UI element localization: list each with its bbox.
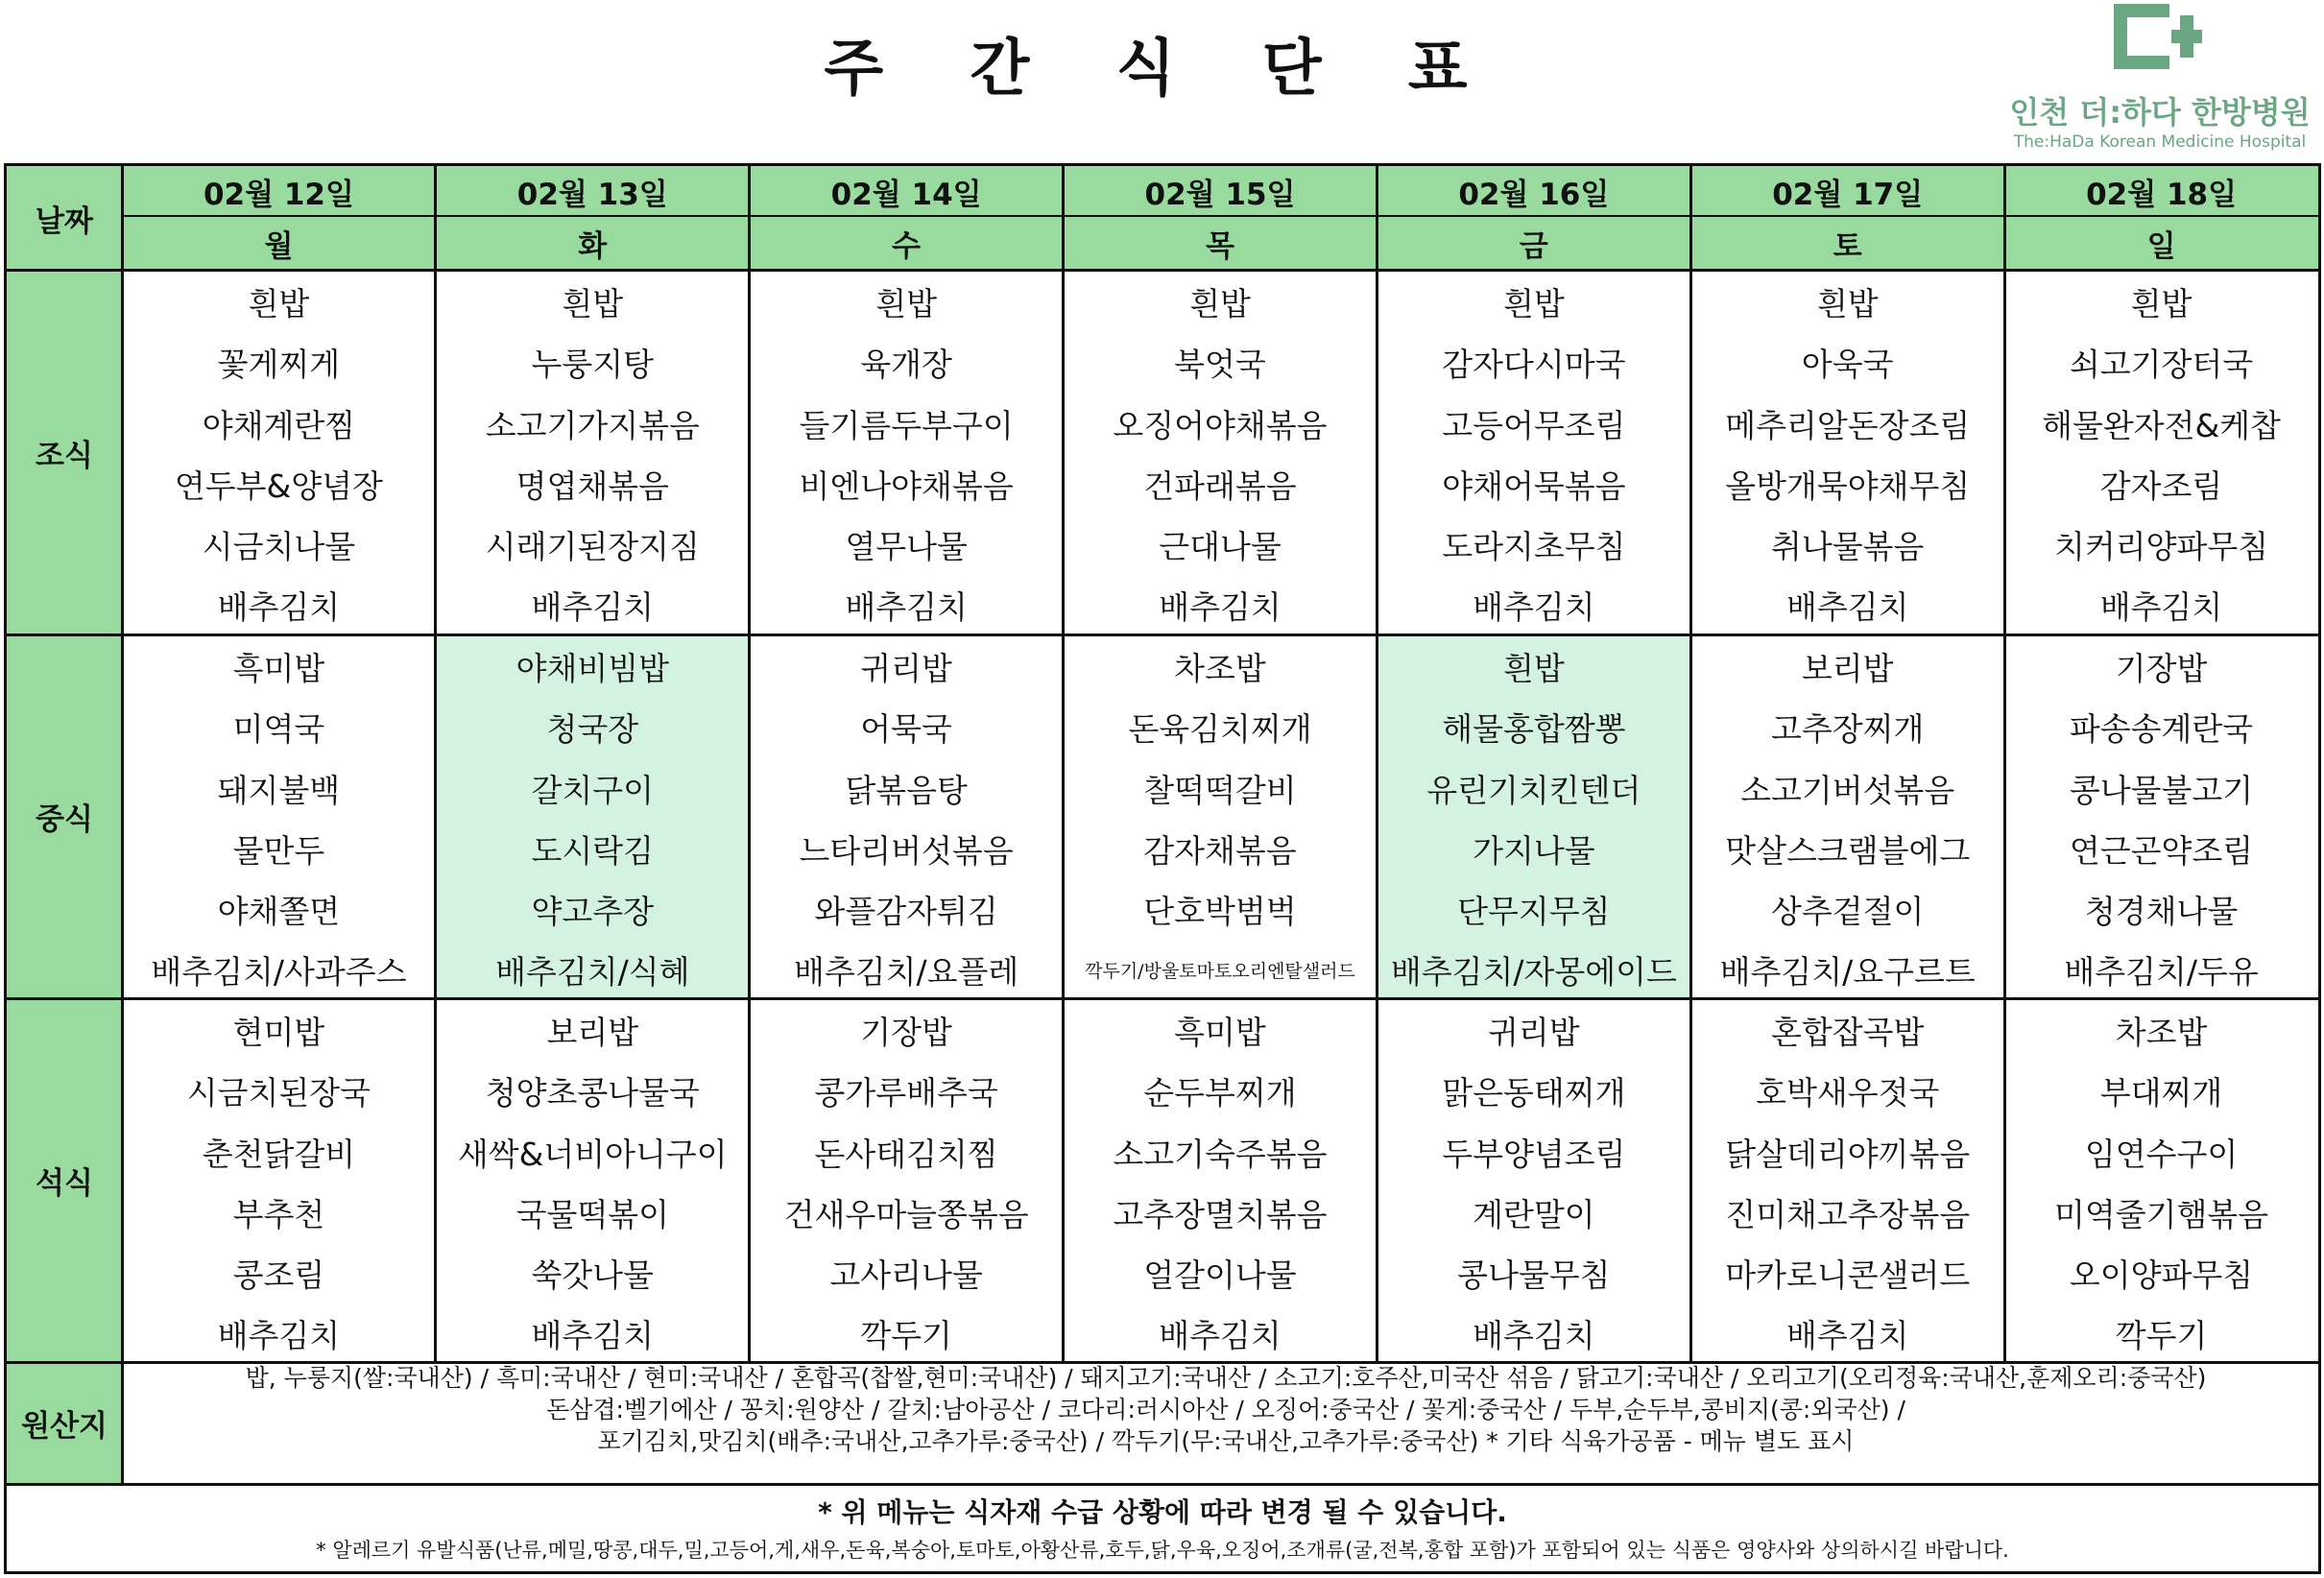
dish-item: 얼갈이나물 bbox=[1143, 1256, 1297, 1295]
dish-item: 배추김치/두유 bbox=[2064, 953, 2259, 992]
menu-cell bbox=[1690, 270, 2004, 634]
dish-item: 콩나물무침 bbox=[1457, 1256, 1611, 1295]
dish-item: 소고기버섯볶음 bbox=[1740, 771, 1955, 809]
dish-item: 꽃게찌게 bbox=[217, 346, 341, 384]
dish-item: 춘천닭갈비 bbox=[202, 1135, 356, 1173]
dish-item: 고사리나물 bbox=[829, 1256, 983, 1295]
dish-item: 청양초콩나물국 bbox=[485, 1074, 700, 1112]
dish-item: 귀리밥 bbox=[860, 650, 952, 687]
meal-label-0: 조식 bbox=[7, 270, 122, 634]
date-header-6: 02월 18일 bbox=[2004, 166, 2318, 216]
dish-item: 차조밥 bbox=[2115, 1014, 2208, 1051]
dish-item: 순두부찌개 bbox=[1143, 1074, 1297, 1112]
menu-change-notice: * 위 메뉴는 식자재 수급 상황에 따라 변경 될 수 있습니다. bbox=[818, 1496, 1507, 1528]
grid-line bbox=[1376, 166, 1378, 1362]
dish-item: 흰밥 bbox=[562, 285, 624, 323]
dish-item: 귀리밥 bbox=[1488, 1014, 1580, 1051]
dish-item: 두부양념조림 bbox=[1442, 1135, 1626, 1173]
dish-item: 국물떡볶이 bbox=[515, 1195, 669, 1233]
dish-item: 와플감자튀김 bbox=[814, 893, 998, 931]
dish-item: 배추김치 bbox=[1473, 1317, 1595, 1355]
dish-item: 느타리버섯볶음 bbox=[799, 831, 1014, 870]
dish-item: 물만두 bbox=[232, 831, 325, 870]
dish-item: 차조밥 bbox=[1174, 650, 1266, 687]
dish-item: 야채비빔밥 bbox=[515, 650, 669, 687]
weekday-header-1: 화 bbox=[436, 216, 750, 270]
dish-item: 배추김치 bbox=[217, 588, 341, 627]
dish-item: 계란말이 bbox=[1473, 1195, 1595, 1233]
dish-item: 감자조림 bbox=[2099, 466, 2223, 505]
dish-item: 닭볶음탕 bbox=[845, 771, 968, 809]
menu-cell bbox=[1064, 998, 1378, 1362]
grid-line bbox=[7, 1483, 2318, 1486]
grid-line bbox=[7, 269, 2318, 272]
dish-item: 시래기된장지짐 bbox=[485, 528, 700, 566]
dish-item: 쑥갓나물 bbox=[531, 1256, 655, 1295]
menu-cell bbox=[122, 634, 436, 998]
hospital-english-name: The:HaDa Korean Medicine Hospital bbox=[2013, 132, 2307, 152]
menu-cell bbox=[122, 998, 436, 1362]
menu-cell bbox=[1377, 270, 1690, 634]
dish-item: 누룽지탕 bbox=[531, 346, 655, 384]
menu-cell bbox=[750, 998, 1064, 1362]
dish-item: 연두부&양념장 bbox=[174, 466, 383, 505]
meal-label-2: 석식 bbox=[7, 998, 122, 1362]
hospital-logo-mark bbox=[2114, 4, 2202, 69]
dish-item: 미역줄기햄볶음 bbox=[2053, 1195, 2269, 1233]
dish-item: 흑미밥 bbox=[232, 650, 325, 687]
dish-item: 배추김치 bbox=[1159, 1317, 1282, 1355]
dish-item: 흰밥 bbox=[1502, 650, 1565, 687]
dish-item: 육개장 bbox=[860, 346, 952, 384]
dish-item: 흰밥 bbox=[1502, 285, 1565, 323]
dish-item: 연근곤약조림 bbox=[2069, 831, 2254, 870]
dish-item: 유린기치킨텐더 bbox=[1426, 771, 1641, 809]
dish-item: 보리밥 bbox=[1801, 650, 1894, 687]
dish-item: 현미밥 bbox=[232, 1014, 325, 1051]
dish-item: 배추김치 bbox=[531, 1317, 655, 1355]
weekday-header-6: 일 bbox=[2004, 216, 2318, 270]
dish-item: 어묵국 bbox=[860, 710, 952, 749]
dish-item: 부대찌개 bbox=[2099, 1074, 2223, 1112]
dish-item: 고추장멸치볶음 bbox=[1113, 1195, 1328, 1233]
menu-cell bbox=[1690, 634, 2004, 998]
weekday-header-4: 금 bbox=[1377, 216, 1690, 270]
dish-item: 배추김치 bbox=[1785, 1317, 1909, 1355]
menu-cell bbox=[436, 998, 750, 1362]
menu-cell bbox=[1690, 998, 2004, 1362]
dish-item: 콩조림 bbox=[232, 1256, 325, 1295]
dish-item: 야채계란찜 bbox=[202, 406, 356, 444]
weekday-header-0: 월 bbox=[122, 216, 436, 270]
grid-line bbox=[1689, 166, 1692, 1362]
dish-item: 소고기가지볶음 bbox=[485, 406, 700, 444]
dish-item: 배추김치/자몽에이드 bbox=[1390, 953, 1677, 992]
grid-line bbox=[434, 166, 437, 1362]
dish-item: 부추천 bbox=[232, 1195, 325, 1233]
dish-item: 열무나물 bbox=[845, 528, 968, 566]
dish-item: 근대나물 bbox=[1159, 528, 1282, 566]
dish-item: 아욱국 bbox=[1801, 346, 1894, 384]
grid-line bbox=[2003, 166, 2006, 1362]
dish-item: 북엇국 bbox=[1174, 346, 1266, 384]
dish-item: 건파래볶음 bbox=[1143, 466, 1297, 505]
meal-label-1: 중식 bbox=[7, 634, 122, 998]
dish-item: 취나물볶음 bbox=[1771, 528, 1925, 566]
dish-item: 건새우마늘쫑볶음 bbox=[783, 1195, 1029, 1233]
dish-item: 감자다시마국 bbox=[1442, 346, 1626, 384]
menu-cell bbox=[2004, 270, 2318, 634]
dish-item: 도라지초무침 bbox=[1442, 528, 1626, 566]
menu-cell bbox=[436, 270, 750, 634]
dish-item: 배추김치 bbox=[1473, 588, 1595, 627]
menu-cell bbox=[436, 634, 750, 998]
dish-item: 배추김치/사과주스 bbox=[151, 953, 407, 992]
hospital-logo bbox=[1997, 0, 2323, 158]
dish-item: 들기름두부구이 bbox=[799, 406, 1014, 444]
dish-item: 진미채고추장볶음 bbox=[1725, 1195, 1971, 1233]
dish-item: 약고추장 bbox=[531, 893, 655, 931]
dish-item: 갈치구이 bbox=[531, 771, 655, 809]
dish-item: 새싹&너비아니구이 bbox=[457, 1135, 728, 1173]
dish-item: 기장밥 bbox=[860, 1014, 952, 1051]
menu-cell bbox=[2004, 634, 2318, 998]
dish-item: 배추김치 bbox=[1159, 588, 1282, 627]
dish-item: 시금치된장국 bbox=[186, 1074, 371, 1112]
dish-item: 청국장 bbox=[546, 710, 639, 749]
dish-item: 감자채볶음 bbox=[1143, 831, 1297, 870]
date-header-4: 02월 16일 bbox=[1377, 166, 1690, 216]
grid-line bbox=[748, 166, 751, 1362]
dish-item: 보리밥 bbox=[546, 1014, 639, 1051]
dish-item: 닭살데리야끼볶음 bbox=[1725, 1135, 1971, 1173]
weekly-menu-table bbox=[4, 163, 2321, 1574]
grid-line bbox=[121, 166, 124, 1484]
menu-cell bbox=[122, 270, 436, 634]
dish-item: 찰떡떡갈비 bbox=[1143, 771, 1297, 809]
dish-item: 야채쫄면 bbox=[217, 893, 341, 931]
dish-item: 해물완자전&케찹 bbox=[2042, 406, 2281, 444]
grid-line bbox=[7, 1361, 2318, 1364]
dish-item: 청경채나물 bbox=[2084, 893, 2239, 931]
grid-line bbox=[7, 634, 2318, 636]
dish-item: 흰밥 bbox=[248, 285, 310, 323]
dish-item: 배추김치/식혜 bbox=[495, 953, 690, 992]
dish-item: 오징어야채볶음 bbox=[1113, 406, 1328, 444]
dish-item: 돈사태김치찜 bbox=[814, 1135, 998, 1173]
dish-item: 배추김치 bbox=[845, 588, 968, 627]
dish-item: 기장밥 bbox=[2115, 650, 2208, 687]
dish-item: 임연수구이 bbox=[2084, 1135, 2239, 1173]
menu-cell bbox=[2004, 998, 2318, 1362]
date-header-1: 02월 13일 bbox=[436, 166, 750, 216]
dish-item: 올방개묵야채무침 bbox=[1725, 466, 1971, 505]
dish-item: 맛살스크램블에그 bbox=[1725, 831, 1971, 870]
dish-item: 흰밥 bbox=[1816, 285, 1879, 323]
origin-label: 원산지 bbox=[7, 1362, 122, 1484]
dish-item: 콩가루배추국 bbox=[814, 1074, 998, 1112]
dish-item: 혼합잡곡밥 bbox=[1771, 1014, 1925, 1051]
weekday-header-2: 수 bbox=[750, 216, 1064, 270]
grid-line bbox=[1062, 166, 1065, 1362]
date-header-3: 02월 15일 bbox=[1064, 166, 1378, 216]
dish-item: 깍두기 bbox=[2115, 1317, 2208, 1355]
grid-line bbox=[7, 997, 2318, 1000]
menu-cell bbox=[750, 270, 1064, 634]
dish-item: 소고기숙주볶음 bbox=[1113, 1135, 1328, 1173]
date-header-0: 02월 12일 bbox=[122, 166, 436, 216]
dish-item: 흰밥 bbox=[2130, 285, 2192, 323]
dish-item: 배추김치/요구르트 bbox=[1719, 953, 1976, 992]
dish-item: 단무지무침 bbox=[1457, 893, 1611, 931]
dish-item: 배추김치 bbox=[2099, 588, 2223, 627]
dish-item: 마카로니콘샐러드 bbox=[1725, 1256, 1971, 1295]
dish-item: 배추김치/요플레 bbox=[793, 953, 1019, 992]
dish-item: 해물홍합짬뽕 bbox=[1442, 710, 1626, 749]
dish-item: 파송송계란국 bbox=[2069, 710, 2254, 749]
dish-item: 쇠고기장터국 bbox=[2069, 346, 2254, 384]
dish-item: 고추장찌개 bbox=[1771, 710, 1925, 749]
allergy-notice: * 알레르기 유발식품(난류,메밀,땅콩,대두,밀,고등어,게,새우,돈육,복숭아,토마토,아황산류,호두,닭,우육,오징어,조개류(굴,전복,홍합 포함)가 포함되어 있는 식품은 영양사와 상의하시길 바랍니다. bbox=[316, 1539, 2009, 1562]
menu-cell bbox=[750, 634, 1064, 998]
origin-info bbox=[130, 1362, 2322, 1457]
dish-item: 미역국 bbox=[232, 710, 325, 749]
page-title: 주 간 식 단 표 bbox=[824, 34, 1500, 105]
menu-cell bbox=[1064, 270, 1378, 634]
origin-line: 밥, 누룽지(쌀:국내산) / 흑미:국내산 / 현미:국내산 / 혼합곡(찹쌀,현미:국내산) / 돼지고기:국내산 / 소고기:호주산,미국산 섞음 / 닭고기:국내산 / 오리고기(오리정육:국내산,훈제오리:중국산) bbox=[245, 1364, 2207, 1392]
dish-item: 콩나물불고기 bbox=[2069, 771, 2254, 809]
dish-item: 돈육김치찌개 bbox=[1128, 710, 1312, 749]
dish-item: 도시락김 bbox=[531, 831, 655, 870]
weekday-header-5: 토 bbox=[1690, 216, 2004, 270]
weekday-header-3: 목 bbox=[1064, 216, 1378, 270]
date-header-2: 02월 14일 bbox=[750, 166, 1064, 216]
dish-item: 배추김치 bbox=[1785, 588, 1909, 627]
dish-item: 상추겉절이 bbox=[1771, 893, 1925, 931]
grid-line bbox=[122, 215, 2318, 217]
dish-item: 고등어무조림 bbox=[1442, 406, 1626, 444]
dish-item: 흑미밥 bbox=[1174, 1014, 1266, 1051]
menu-cell bbox=[1377, 998, 1690, 1362]
dish-item: 흰밥 bbox=[1189, 285, 1251, 323]
dish-item: 단호박범벅 bbox=[1143, 893, 1297, 931]
dish-item: 명엽채볶음 bbox=[515, 466, 669, 505]
dish-item: 치커리양파무침 bbox=[2053, 528, 2269, 566]
dish-item: 메추리알돈장조림 bbox=[1725, 406, 1971, 444]
dish-item: 호박새우젓국 bbox=[1756, 1074, 1940, 1112]
dish-item: 깍두기/방울토마토오리엔탈샐러드 bbox=[1085, 961, 1355, 983]
dish-item: 돼지불백 bbox=[217, 771, 341, 809]
dish-item: 비엔나야채볶음 bbox=[799, 466, 1014, 505]
menu-cell bbox=[1064, 634, 1378, 998]
dish-item: 오이양파무침 bbox=[2069, 1256, 2254, 1295]
dish-item: 흰밥 bbox=[875, 285, 937, 323]
dish-item: 깍두기 bbox=[860, 1317, 952, 1355]
dish-item: 야채어묵볶음 bbox=[1442, 466, 1626, 505]
date-label-cell: 날짜 bbox=[7, 166, 122, 270]
date-header-5: 02월 17일 bbox=[1690, 166, 2004, 216]
dish-item: 맑은동태찌개 bbox=[1442, 1074, 1626, 1112]
hospital-name: 인천 더:하다 한방병원 bbox=[2009, 94, 2311, 131]
dish-item: 배추김치 bbox=[531, 588, 655, 627]
dish-item: 배추김치 bbox=[217, 1317, 341, 1355]
dish-item: 시금치나물 bbox=[202, 528, 356, 566]
menu-cell bbox=[1377, 634, 1690, 998]
origin-line: 포기김치,맛김치(배추:국내산,고추가루:중국산) / 깍두기(무:국내산,고추가루:중국산) * 기타 식육가공품 - 메뉴 별도 표시 bbox=[597, 1427, 1855, 1455]
origin-line: 돈삼겹:벨기에산 / 꽁치:원양산 / 갈치:남아공산 / 코다리:러시아산 / 오징어:중국산 / 꽃게:중국산 / 두부,순두부,콩비지(콩:외국산) / bbox=[546, 1396, 1905, 1423]
dish-item: 가지나물 bbox=[1473, 831, 1595, 870]
